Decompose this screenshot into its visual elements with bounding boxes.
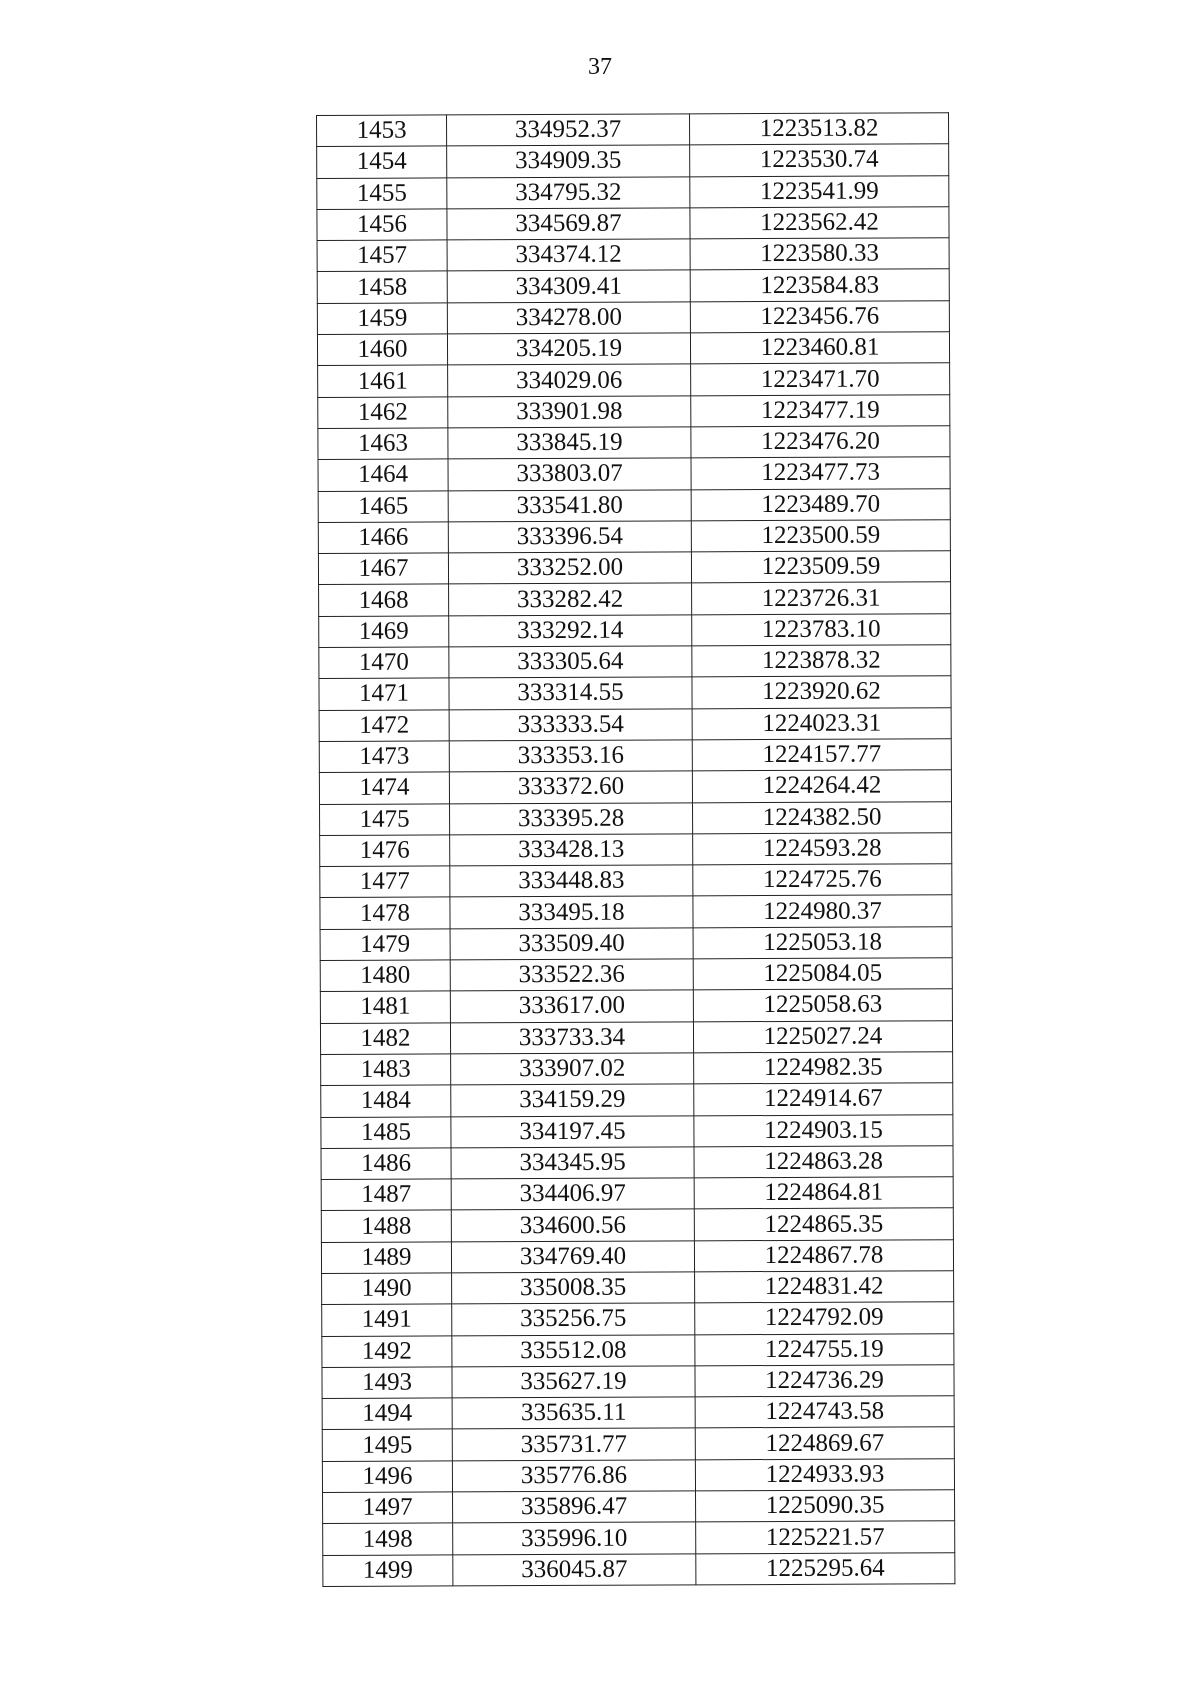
y-coordinate-cell: 1224831.42 bbox=[695, 1271, 954, 1303]
point-number-cell: 1458 bbox=[317, 271, 447, 303]
x-coordinate-cell: 335008.35 bbox=[452, 1272, 695, 1304]
point-number-cell: 1473 bbox=[319, 741, 449, 773]
y-coordinate-cell: 1225221.57 bbox=[696, 1521, 955, 1553]
table-row bbox=[322, 1302, 954, 1336]
y-coordinate-cell: 1223477.19 bbox=[691, 394, 950, 426]
point-number-cell: 1467 bbox=[318, 553, 448, 585]
table-row bbox=[320, 864, 952, 898]
y-coordinate-cell: 1225027.24 bbox=[693, 1020, 952, 1052]
y-coordinate-cell: 1225058.63 bbox=[693, 989, 952, 1021]
point-number-cell: 1477 bbox=[320, 866, 450, 898]
y-coordinate-cell: 1223920.62 bbox=[692, 676, 951, 708]
y-coordinate-cell: 1223584.83 bbox=[690, 269, 949, 301]
x-coordinate-cell: 334029.06 bbox=[448, 364, 691, 396]
x-coordinate-cell: 333396.54 bbox=[448, 521, 691, 553]
x-coordinate-cell: 333395.28 bbox=[450, 802, 693, 834]
y-coordinate-cell: 1224725.76 bbox=[693, 864, 952, 896]
table-row bbox=[318, 520, 950, 554]
y-coordinate-cell: 1224903.15 bbox=[694, 1114, 953, 1146]
table-row bbox=[319, 645, 951, 679]
x-coordinate-cell: 335996.10 bbox=[453, 1522, 696, 1554]
x-coordinate-cell: 333803.07 bbox=[448, 458, 691, 490]
y-coordinate-cell: 1224867.78 bbox=[694, 1239, 953, 1271]
point-number-cell: 1489 bbox=[321, 1242, 451, 1274]
table-row bbox=[317, 175, 949, 209]
x-coordinate-cell: 334309.41 bbox=[447, 270, 690, 302]
point-number-cell: 1488 bbox=[321, 1210, 451, 1242]
x-coordinate-cell: 334769.40 bbox=[451, 1241, 694, 1273]
x-coordinate-cell: 335512.08 bbox=[452, 1334, 695, 1366]
table-row bbox=[317, 207, 949, 241]
table-row bbox=[321, 1239, 953, 1273]
x-coordinate-cell: 333372.60 bbox=[449, 771, 692, 803]
table-row bbox=[323, 1552, 955, 1586]
table-row bbox=[318, 551, 950, 585]
y-coordinate-cell: 1225084.05 bbox=[693, 958, 952, 990]
table-row bbox=[320, 1020, 952, 1054]
point-number-cell: 1498 bbox=[323, 1523, 453, 1555]
x-coordinate-cell: 334345.95 bbox=[451, 1147, 694, 1179]
table-row bbox=[318, 488, 950, 522]
x-coordinate-cell: 333541.80 bbox=[448, 489, 691, 521]
table-row bbox=[317, 301, 949, 335]
table-row bbox=[321, 1208, 953, 1242]
table-row bbox=[321, 1083, 953, 1117]
point-number-cell: 1457 bbox=[317, 240, 447, 272]
y-coordinate-cell: 1223460.81 bbox=[690, 332, 949, 364]
table-row bbox=[319, 770, 951, 804]
y-coordinate-cell: 1223513.82 bbox=[689, 113, 948, 145]
table-row bbox=[320, 989, 952, 1023]
y-coordinate-cell: 1224157.77 bbox=[692, 739, 951, 771]
table-row bbox=[322, 1271, 954, 1305]
x-coordinate-cell: 333509.40 bbox=[450, 928, 693, 960]
y-coordinate-cell: 1223530.74 bbox=[690, 144, 949, 176]
x-coordinate-cell: 334159.29 bbox=[451, 1084, 694, 1116]
y-coordinate-cell: 1224980.37 bbox=[693, 895, 952, 927]
point-number-cell: 1497 bbox=[323, 1492, 453, 1524]
point-number-cell: 1454 bbox=[317, 146, 447, 178]
table-row bbox=[317, 144, 949, 178]
point-number-cell: 1471 bbox=[319, 678, 449, 710]
table-row bbox=[317, 269, 949, 303]
x-coordinate-cell: 333282.42 bbox=[449, 583, 692, 615]
point-number-cell: 1487 bbox=[321, 1179, 451, 1211]
x-coordinate-cell: 334406.97 bbox=[451, 1178, 694, 1210]
x-coordinate-cell: 334278.00 bbox=[447, 302, 690, 334]
point-number-cell: 1493 bbox=[322, 1367, 452, 1399]
point-number-cell: 1484 bbox=[321, 1085, 451, 1117]
point-number-cell: 1464 bbox=[318, 459, 448, 491]
point-number-cell: 1475 bbox=[320, 803, 450, 835]
coordinate-table-body bbox=[317, 113, 955, 1587]
y-coordinate-cell: 1224864.81 bbox=[694, 1177, 953, 1209]
x-coordinate-cell: 334197.45 bbox=[451, 1115, 694, 1147]
y-coordinate-cell: 1223477.73 bbox=[691, 457, 950, 489]
x-coordinate-cell: 334795.32 bbox=[447, 176, 690, 208]
y-coordinate-cell: 1224792.09 bbox=[695, 1302, 954, 1334]
table-row bbox=[320, 958, 952, 992]
y-coordinate-cell: 1223489.70 bbox=[691, 488, 950, 520]
point-number-cell: 1496 bbox=[322, 1461, 452, 1493]
table-row bbox=[318, 457, 950, 491]
y-coordinate-cell: 1223456.76 bbox=[690, 301, 949, 333]
x-coordinate-cell: 333845.19 bbox=[448, 427, 691, 459]
x-coordinate-cell: 334600.56 bbox=[451, 1209, 694, 1241]
x-coordinate-cell: 334205.19 bbox=[447, 333, 690, 365]
table-row bbox=[321, 1146, 953, 1180]
point-number-cell: 1490 bbox=[322, 1273, 452, 1305]
table-row bbox=[319, 707, 951, 741]
x-coordinate-cell: 333292.14 bbox=[449, 615, 692, 647]
point-number-cell: 1460 bbox=[317, 334, 447, 366]
table-row bbox=[318, 394, 950, 428]
point-number-cell: 1486 bbox=[321, 1148, 451, 1180]
point-number-cell: 1482 bbox=[320, 1023, 450, 1055]
table-row bbox=[321, 1052, 953, 1086]
x-coordinate-cell: 333252.00 bbox=[448, 552, 691, 584]
y-coordinate-cell: 1223500.59 bbox=[691, 520, 950, 552]
y-coordinate-cell: 1224736.29 bbox=[695, 1365, 954, 1397]
point-number-cell: 1461 bbox=[318, 365, 448, 397]
table-row bbox=[322, 1396, 954, 1430]
point-number-cell: 1469 bbox=[319, 616, 449, 648]
table-row bbox=[322, 1427, 954, 1461]
x-coordinate-cell: 335896.47 bbox=[453, 1491, 696, 1523]
table-row bbox=[319, 582, 951, 616]
table-row bbox=[320, 926, 952, 960]
point-number-cell: 1478 bbox=[320, 897, 450, 929]
y-coordinate-cell: 1225090.35 bbox=[696, 1490, 955, 1522]
point-number-cell: 1495 bbox=[322, 1429, 452, 1461]
y-coordinate-cell: 1224023.31 bbox=[692, 707, 951, 739]
x-coordinate-cell: 333495.18 bbox=[450, 896, 693, 928]
table-row bbox=[319, 613, 951, 647]
y-coordinate-cell: 1223878.32 bbox=[692, 645, 951, 677]
x-coordinate-cell: 333617.00 bbox=[450, 990, 693, 1022]
x-coordinate-cell: 333448.83 bbox=[450, 865, 693, 897]
table-row bbox=[317, 332, 949, 366]
page-number: 37 bbox=[588, 54, 612, 80]
point-number-cell: 1453 bbox=[317, 115, 447, 147]
point-number-cell: 1474 bbox=[319, 772, 449, 804]
y-coordinate-cell: 1225295.64 bbox=[696, 1552, 955, 1584]
table-row bbox=[318, 363, 950, 397]
table-row bbox=[320, 833, 952, 867]
point-number-cell: 1483 bbox=[321, 1054, 451, 1086]
x-coordinate-cell: 334909.35 bbox=[447, 145, 690, 177]
x-coordinate-cell: 333333.54 bbox=[449, 709, 692, 741]
x-coordinate-cell: 333305.64 bbox=[449, 646, 692, 678]
y-coordinate-cell: 1223783.10 bbox=[692, 613, 951, 645]
table-row bbox=[322, 1365, 954, 1399]
x-coordinate-cell: 335776.86 bbox=[452, 1460, 695, 1492]
table-row bbox=[319, 676, 951, 710]
table-row bbox=[323, 1521, 955, 1555]
point-number-cell: 1492 bbox=[322, 1335, 452, 1367]
x-coordinate-cell: 333353.16 bbox=[449, 740, 692, 772]
x-coordinate-cell: 333522.36 bbox=[450, 959, 693, 991]
y-coordinate-cell: 1224865.35 bbox=[694, 1208, 953, 1240]
point-number-cell: 1499 bbox=[323, 1555, 453, 1587]
x-coordinate-cell: 334569.87 bbox=[447, 208, 690, 240]
y-coordinate-cell: 1224982.35 bbox=[694, 1052, 953, 1084]
y-coordinate-cell: 1224869.67 bbox=[695, 1427, 954, 1459]
table-row bbox=[319, 739, 951, 773]
x-coordinate-cell: 334374.12 bbox=[447, 239, 690, 271]
table-row bbox=[320, 895, 952, 929]
x-coordinate-cell: 333428.13 bbox=[450, 834, 693, 866]
y-coordinate-cell: 1224593.28 bbox=[693, 833, 952, 865]
point-number-cell: 1463 bbox=[318, 428, 448, 460]
table-row bbox=[322, 1458, 954, 1492]
x-coordinate-cell: 335731.77 bbox=[452, 1428, 695, 1460]
table-row bbox=[318, 426, 950, 460]
x-coordinate-cell: 335256.75 bbox=[452, 1303, 695, 1335]
y-coordinate-cell: 1224914.67 bbox=[694, 1083, 953, 1115]
y-coordinate-cell: 1224264.42 bbox=[692, 770, 951, 802]
point-number-cell: 1485 bbox=[321, 1116, 451, 1148]
table-row bbox=[323, 1490, 955, 1524]
point-number-cell: 1476 bbox=[320, 835, 450, 867]
point-number-cell: 1480 bbox=[320, 960, 450, 992]
x-coordinate-cell: 333907.02 bbox=[451, 1053, 694, 1085]
x-coordinate-cell: 335627.19 bbox=[452, 1366, 695, 1398]
point-number-cell: 1459 bbox=[317, 303, 447, 335]
point-number-cell: 1472 bbox=[319, 710, 449, 742]
y-coordinate-cell: 1223726.31 bbox=[692, 582, 951, 614]
x-coordinate-cell: 335635.11 bbox=[452, 1397, 695, 1429]
point-number-cell: 1466 bbox=[318, 522, 448, 554]
y-coordinate-cell: 1224743.58 bbox=[695, 1396, 954, 1428]
point-number-cell: 1455 bbox=[317, 178, 447, 210]
point-number-cell: 1481 bbox=[320, 991, 450, 1023]
table-row bbox=[320, 801, 952, 835]
x-coordinate-cell: 334952.37 bbox=[447, 114, 690, 146]
y-coordinate-cell: 1223541.99 bbox=[690, 175, 949, 207]
point-number-cell: 1465 bbox=[318, 490, 448, 522]
table-row bbox=[322, 1333, 954, 1367]
point-number-cell: 1491 bbox=[322, 1304, 452, 1336]
y-coordinate-cell: 1224863.28 bbox=[694, 1146, 953, 1178]
y-coordinate-cell: 1223476.20 bbox=[691, 426, 950, 458]
x-coordinate-cell: 333901.98 bbox=[448, 396, 691, 428]
y-coordinate-cell: 1223509.59 bbox=[691, 551, 950, 583]
table-row bbox=[317, 113, 949, 147]
point-number-cell: 1456 bbox=[317, 209, 447, 241]
y-coordinate-cell: 1223562.42 bbox=[690, 207, 949, 239]
point-number-cell: 1462 bbox=[318, 397, 448, 429]
x-coordinate-cell: 333733.34 bbox=[450, 1021, 693, 1053]
coordinate-table bbox=[316, 112, 955, 1587]
table-row bbox=[317, 238, 949, 272]
point-number-cell: 1479 bbox=[320, 929, 450, 961]
y-coordinate-cell: 1225053.18 bbox=[693, 926, 952, 958]
table-row bbox=[321, 1114, 953, 1148]
point-number-cell: 1470 bbox=[319, 647, 449, 679]
x-coordinate-cell: 336045.87 bbox=[453, 1554, 696, 1586]
point-number-cell: 1494 bbox=[322, 1398, 452, 1430]
x-coordinate-cell: 333314.55 bbox=[449, 677, 692, 709]
y-coordinate-cell: 1224933.93 bbox=[695, 1458, 954, 1490]
y-coordinate-cell: 1223580.33 bbox=[690, 238, 949, 270]
y-coordinate-cell: 1224755.19 bbox=[695, 1333, 954, 1365]
y-coordinate-cell: 1223471.70 bbox=[691, 363, 950, 395]
point-number-cell: 1468 bbox=[319, 584, 449, 616]
table-row bbox=[321, 1177, 953, 1211]
y-coordinate-cell: 1224382.50 bbox=[693, 801, 952, 833]
